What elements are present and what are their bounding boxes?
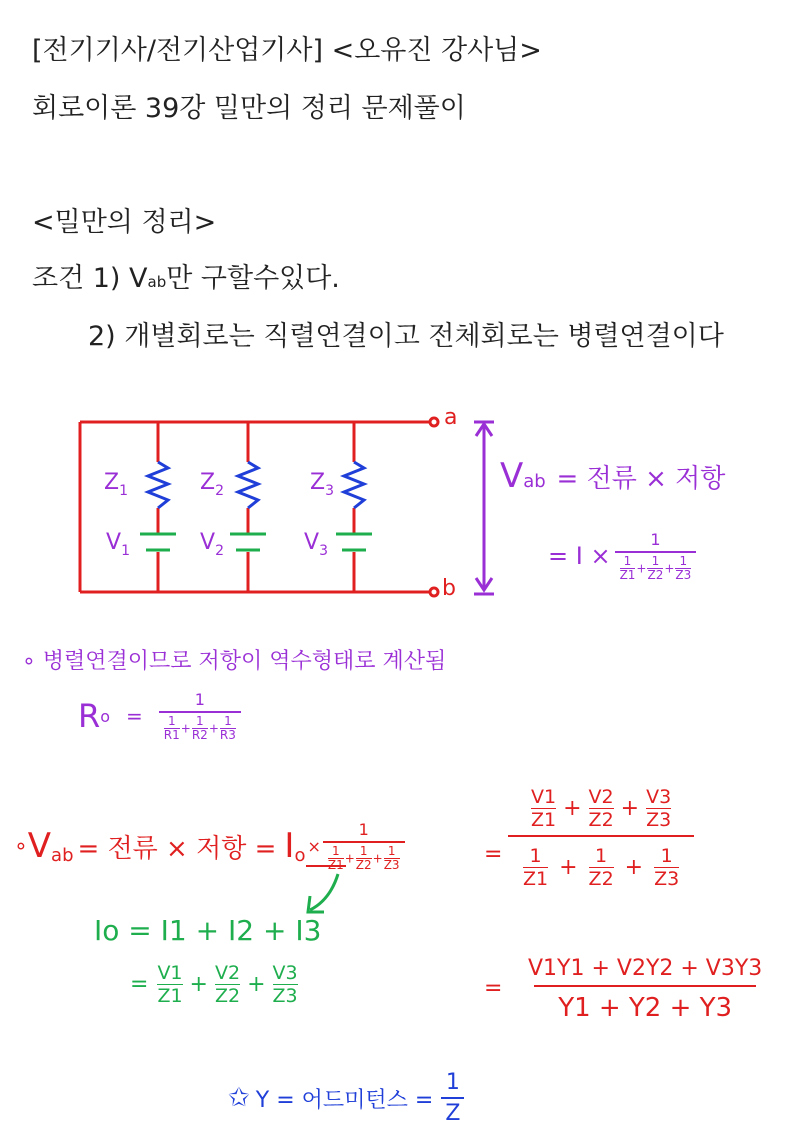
admittance-fraction-small: $\frac{1}{Z}$ xyxy=(441,1070,464,1126)
note-bullet: ∘ xyxy=(22,649,36,674)
label-v3: $V_3$ xyxy=(304,530,328,559)
label-z2: $Z_2$ xyxy=(200,470,224,499)
section-heading: <밀만의 정리> xyxy=(32,207,217,238)
label-z3: $Z_3$ xyxy=(310,470,334,499)
source-icons xyxy=(140,534,372,550)
resistor-z3-icon xyxy=(344,462,364,508)
admittance-note xyxy=(228,1070,464,1126)
io-sum: Io = I1 + I2 + I3 xyxy=(94,914,322,947)
condition-1-prefix: 조건 1) V xyxy=(32,263,148,294)
ro-fraction: 1 $\frac{1}{R1}$ + $\frac{1}{R2}$ + $\frac{1}{R3}$ xyxy=(159,690,241,742)
label-v2: $V_2$ xyxy=(200,530,224,559)
vab-formula-line2: = I × 1 $\frac{1}{Z1}$ + $\frac{1}{Z2}$ + $\frac{1}{Z3}$ xyxy=(548,530,696,582)
terminal-b: b xyxy=(442,576,456,601)
condition-2: 2) 개별회로는 직렬연결이고 전체회로는 병렬연결이다 xyxy=(88,321,724,352)
label-z1: $Z_1$ xyxy=(104,470,128,499)
note-text: 병렬연결이므로 저항이 역수형태로 계산됨 xyxy=(42,649,447,674)
admittance-text: Y = 어드미턴스 = xyxy=(255,1087,434,1113)
vab-formula: Vab = 전류 × 저항 xyxy=(500,456,726,496)
note-line xyxy=(22,644,446,675)
label-v1: $V_1$ xyxy=(106,530,130,559)
condition-1-sub: ab xyxy=(147,273,167,291)
vab-fraction: 1 $\frac{1}{Z1}$ + $\frac{1}{Z2}$ + $\frac{1}{Z3}$ xyxy=(615,530,697,582)
vab-arrow-icon xyxy=(474,422,494,594)
circuit-wires xyxy=(80,418,438,596)
red-equation: ∘ V ab = 전류 × 저항 = I o × 1 $\frac{1}{Z1}$ + $\frac{1}{Z2}$ + $\frac{1}{Z3}$ xyxy=(14,820,405,872)
red-equals-1: = xyxy=(484,842,503,867)
title-line-1: [전기기사/전기산업기사] <오유진 강사님> xyxy=(32,35,542,66)
red-equals-2: = xyxy=(484,976,503,1001)
io-expansion: = $\frac{V1}{Z1}$ + $\frac{V2}{Z2}$ + $\frac{V3}{Z3}$ xyxy=(130,962,298,1007)
condition-1-suffix: 만 구할수있다. xyxy=(166,263,340,294)
terminal-a: a xyxy=(444,405,458,430)
millman-fraction: $\frac{V1}{Z1}$ + $\frac{V2}{Z2}$ + $\frac{V3}{Z3}$ $\frac{1}{Z1}$ + $\frac{1}{Z2}$ + $\frac{1}{Z3}$ xyxy=(508,786,694,890)
title-line-2: 회로이론 39강 밀만의 정리 문제풀이 xyxy=(32,93,466,124)
green-arrow-icon xyxy=(308,874,338,912)
resistor-z2-icon xyxy=(238,462,258,508)
ro-formula: R o = 1 $\frac{1}{R1}$ + $\frac{1}{R2}$ + $\frac{1}{R3}$ xyxy=(78,690,241,742)
star-icon: ✩ xyxy=(228,1083,250,1113)
io-fraction: 1 $\frac{1}{Z1}$ + $\frac{1}{Z2}$ + $\frac{1}{Z3}$ xyxy=(323,820,405,872)
admittance-fraction: $\frac{V1Y1 + V2Y2 + V3Y3}{Y1 + Y2 + Y3}$ xyxy=(528,956,763,1023)
resistor-z1-icon xyxy=(148,462,168,508)
